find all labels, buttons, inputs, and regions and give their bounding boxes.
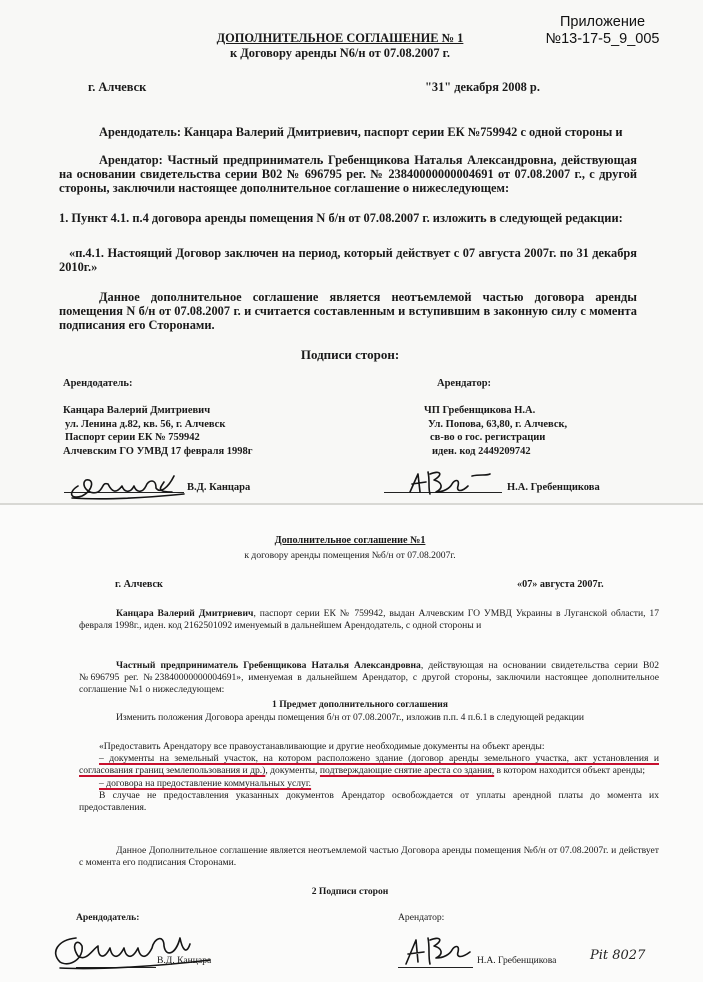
page1-tenant-paragraph <box>59 153 637 196</box>
page1-landlord-label: Арендодатель: <box>99 125 181 139</box>
page2-left-signature <box>40 918 220 974</box>
page2-left-sign-name: В.Д. Канцара <box>157 955 212 966</box>
page1-right-signature <box>400 466 510 500</box>
page2-title: Дополнительное соглашение №1 <box>274 535 426 546</box>
page2-section-1: 1 Предмет дополнительного соглашения <box>272 699 448 710</box>
landlord-name: Канцара Валерий Дмитриевич <box>63 405 211 416</box>
page2-tenant-text: , действующая на основании свидетельства серии В02 №696795 рег. №23840000000004691», именуемая в дальнейшем Арендатор, с другой стороны, заключили настоящее дополнительное соглашение №1 о нижеследующем: <box>79 660 659 696</box>
appendix-line-2: №13-17-5_9_005 <box>545 31 660 47</box>
page1-tenant-text: Частный предприниматель Гребенщикова Наталья Александровна, действующая на основании свидетельства серии В02 № 696795 рег. № 23840000000004691 от 07.08.2007 г., с другой стороны, заключили настоящее дополнительное соглашение о нижеследующем: <box>59 153 637 196</box>
page1-left-sign-name: В.Д. Канцара <box>187 482 251 493</box>
object-location-text: в котором находится объект аренды; <box>494 765 646 777</box>
page2-landlord-name: Канцара Валерий Дмитриевич <box>116 608 254 619</box>
land-plot-documents: – документы на земельный участок, на котором расположено здание <box>99 753 403 765</box>
page1-landlord-details <box>63 404 253 458</box>
page1-tenant-label: Арендатор: <box>99 153 163 167</box>
page2-date: «07» августа 2007г. <box>517 579 604 590</box>
page2-landlord-paragraph <box>79 608 659 632</box>
page1-landlord-text: Канцара Валерий Дмитриевич, паспорт серии ЕК №759942 с одной стороны и <box>180 125 623 139</box>
appendix-line-1: Приложение <box>559 14 646 30</box>
arrest-removal-documents: подтверждающие снятие ареста со здания, <box>319 765 495 777</box>
landlord-issued: Алчевским ГО УМВД 17 февраля 1998г <box>63 445 253 457</box>
page1-right-heading: Арендатор: <box>437 378 492 389</box>
documents-connector: , документы, <box>265 765 320 777</box>
appendix-label <box>505 14 700 48</box>
page1-left-heading: Арендодатель: <box>63 378 133 389</box>
page1-date: "31" декабря 2008 р. <box>425 80 540 94</box>
page1-left-signature <box>64 468 194 502</box>
tenant-registration: св-во о гос. регистрации <box>430 432 546 444</box>
tenant-name: ЧП Гребенщикова Н.А. <box>424 405 536 416</box>
page1-right-sign-name: Н.А. Гребенщикова <box>507 482 600 493</box>
page2-landlord-text: , паспорт серии ЕК № 759942, выдан Алчевским ГО УМВД Украины в Луганской области, 17 февраля 1998г., иден. код 2162501092 именуемый в дальнейшем Арендодатель, с одной стороны и <box>79 608 659 632</box>
page2-quote-item-1 <box>79 753 659 777</box>
page2-left-heading: Арендодатель: <box>76 912 140 923</box>
page1-title: ДОПОЛНИТЕЛЬНОЕ СОГЛАШЕНИЕ № 1 <box>216 31 464 45</box>
page1-item-1: 1. Пункт 4.1. п.4 договора аренды помещения N б/н от 07.08.2007 г. изложить в следующей редакции: <box>59 211 623 225</box>
page2-tenant-paragraph <box>79 660 659 697</box>
page2-section-2: 2 Подписи сторон <box>311 886 389 897</box>
page2-subtitle: к договору аренды помещения №б/н от 07.08.2007г. <box>244 550 456 561</box>
page2-quote-item-2 <box>79 778 659 790</box>
page2-tenant-name: Частный предприниматель Гребенщикова Наталья Александровна <box>116 660 421 671</box>
page2-quote-intro: «Предоставить Арендатору все правоустанавливающие и другие необходимые документы на объект аренды: <box>99 741 545 752</box>
page2-change-text: Изменить положения Договора аренды помещения б/н от 07.08.2007г., изложив п.п. 4 п.6.1 в следующей редакции <box>116 712 585 723</box>
tenant-code: иден. код 2449209742 <box>432 445 531 457</box>
landlord-passport: Паспорт серии ЕК № 759942 <box>65 432 200 444</box>
page1-item-1-quote: «п.4.1. Настоящий Договор заключен на период, который действует с 07 августа 2007г. по 31 декабря 2010г.» <box>59 246 637 275</box>
page1-closing: Данное дополнительное соглашение является неотъемлемой частью договора аренды помещения N б/н от 07.08.2007 г. и считается составленным и вступившим в законную силу с момента подписания его Сторонами. <box>59 290 637 333</box>
page1-tenant-details <box>424 404 567 458</box>
page2-right-sign-name: Н.А. Гребенщикова <box>477 955 557 966</box>
page2-city: г. Алчевск <box>115 579 163 590</box>
page2-quote-end: В случае не предоставления указанных документов Арендатор освобождается от уплаты арендной платы до момента их предоставления. <box>79 789 659 814</box>
page2-quote <box>79 741 659 814</box>
page2-right-signature <box>398 930 478 970</box>
handwritten-note: Pit 8027 <box>590 948 646 963</box>
land-lease-documents: (договор аренды земельного участка, акт установления и согласования границ землепользования и др.) <box>79 753 659 777</box>
utilities-contract: – договора на предоставление коммунальных услуг. <box>99 777 312 789</box>
page1-subtitle: к Договору аренды N6/н от 07.08.2007 г. <box>230 46 450 60</box>
page2-closing: Данное Дополнительное соглашение является неотъемлемой частью Договора аренды помещения №б/н от 07.08.2007г. и действует с момента его подписания Сторонами. <box>79 845 659 869</box>
page1-landlord-paragraph <box>59 125 637 139</box>
page1-signatures-heading: Подписи сторон: <box>300 347 400 362</box>
landlord-address: ул. Ленина д.82, кв. 56, г. Алчевск <box>65 418 226 430</box>
page2-right-heading: Арендатор: <box>398 912 445 923</box>
page1-city: г. Алчевск <box>88 80 147 94</box>
tenant-address: Ул. Попова, 63,80, г. Алчевск, <box>428 418 568 430</box>
